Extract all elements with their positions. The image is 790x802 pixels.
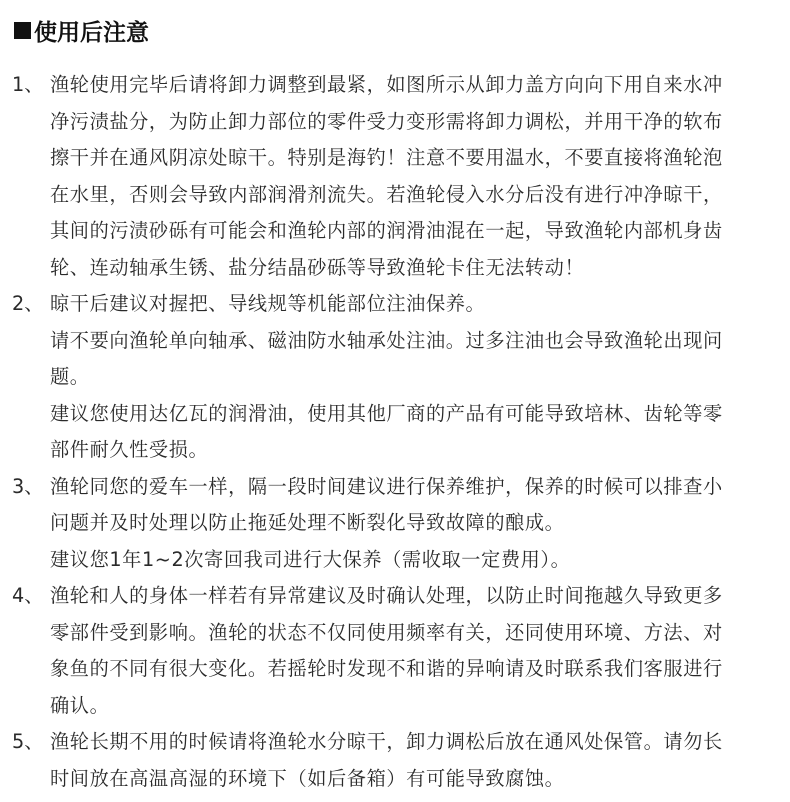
- text-line: 零部件受到影响。渔轮的状态不仅同使用频率有关，还同使用环境、方法、对: [50, 620, 723, 644]
- text-line: 渔轮长期不用的时候请将渔轮水分晾干，卸力调松后放在通风处保管。请勿长: [50, 730, 723, 753]
- notice-list: [0, 67, 790, 797]
- text-line: 在水里，否则会导致内部润滑剂流失。若渔轮侵入水分后没有进行冲净晾干，: [50, 182, 723, 206]
- item-number: 3、: [12, 474, 44, 498]
- text-line: 擦干并在通风阴凉处晾干。特别是海钓！注意不要用温水，不要直接将渔轮泡: [50, 146, 723, 169]
- text-line: 题。: [50, 365, 90, 388]
- list-item: [0, 469, 790, 579]
- text-line: 确认。: [50, 693, 110, 717]
- page-title-text: 使用后注意: [34, 20, 149, 46]
- text-line: 轮、连动轴承生锈、盐分结晶砂砾等导致渔轮卡住无法转动！: [50, 255, 585, 279]
- text-line: 请不要向渔轮单向轴承、磁油防水轴承处注油。过多注油也会导致渔轮出现问: [50, 328, 723, 352]
- text-line: 其间的污渍砂砾有可能会和渔轮内部的润滑油混在一起，导致渔轮内部机身齿: [50, 219, 723, 242]
- item-number: 2、: [12, 292, 44, 315]
- text-line: 净污渍盐分，为防止卸力部位的零件受力变形需将卸力调松，并用干净的软布: [50, 109, 723, 133]
- text-line: 建议您使用达亿瓦的润滑油，使用其他厂商的产品有可能导致培林、齿轮等零: [50, 401, 723, 425]
- text-line: 象鱼的不同有很大变化。若摇轮时发现不和谐的异响请及时联系我们客服进行: [50, 657, 723, 680]
- text-line: 问题并及时处理以防止拖延处理不断裂化导致故障的酿成。: [50, 511, 565, 534]
- text-line: 部件耐久性受损。: [50, 438, 209, 461]
- text-line: 渔轮同您的爱车一样，隔一段时间建议进行保养维护，保养的时候可以排查小: [50, 474, 723, 498]
- text-line: 渔轮使用完毕后请将卸力调整到最紧，如图所示从卸力盖方向向下用自来水冲: [50, 73, 723, 96]
- page-title: [14, 14, 149, 47]
- text-line: 渔轮和人的身体一样若有异常建议及时确认处理，以防止时间拖越久导致更多: [50, 584, 723, 607]
- square-bullet-icon: [14, 22, 31, 39]
- text-line: 晾干后建议对握把、导线规等机能部位注油保养。: [50, 292, 486, 315]
- list-item: [0, 67, 790, 286]
- list-item: [0, 578, 790, 724]
- item-number: 5、: [12, 730, 44, 753]
- list-item: [0, 286, 790, 469]
- item-number: 1、: [12, 73, 44, 96]
- text-line: 建议您1年1~2次寄回我司进行大保养（需收取一定费用）。: [50, 547, 571, 571]
- text-line: 时间放在高温高湿的环境下（如后备箱）有可能导致腐蚀。: [50, 766, 565, 790]
- list-item: [0, 724, 790, 797]
- item-number: 4、: [12, 584, 44, 607]
